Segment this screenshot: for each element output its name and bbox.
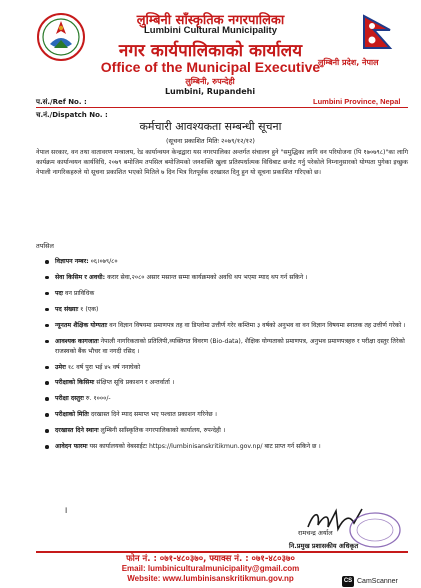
camscanner-label: CamScanner [357,577,398,585]
footer-email: Email: lumbiniculturalmunicipality@gmail.com [121,564,300,573]
office-name-np: नगर कार्यपालिकाको कार्यालय [118,41,303,61]
item-label: आवश्यक कागजातः [55,337,99,345]
item-text: लुम्बिनी सााँस्कृतिक नगरपालिकाको कार्यालय, रुपन्देही । [98,427,226,435]
province-en: Lumbini Province, Nepal [313,97,401,106]
list-item [44,337,406,356]
item-text: रु. १०००/- [83,395,111,403]
list-item [44,410,406,420]
office-name-en: Office of the Municipal Executive [100,59,321,75]
municipality-name-np: लुम्बिनी साँस्कृतिक नगरपालिका [136,13,285,28]
province-np: लुम्बिनी प्रदेश, नेपाल [318,58,379,67]
item-text: १ (एक) [78,305,99,313]
notice-published-date: (सूचना प्रकाशित मितिः २०७९/१२/१२) [166,137,255,145]
item-label: परीक्षा दस्तुरः [55,395,84,403]
municipality-name-en: Lumbini Cultural Municipality [144,25,277,36]
item-label: न्यूनतम शैक्षिक योग्यताः [55,321,108,329]
item-label: पद संख्याः [55,305,79,313]
list-item [44,442,406,452]
item-label: सेवा किसिम र अवधी: [55,273,106,281]
item-text: करार सेवा,२०८० असार मसान्त सम्मा कार्यक्रमको अवधि थप भएमा म्याद थप गर्न सकिने । [105,273,308,281]
list-item [44,426,406,436]
notice-paragraph: नेपाल सरकार, वन तथा वातावरण मन्त्रालय, रेड कार्यान्वयन केन्द्रद्वारा यस नगरपालिका अन्तर्गत संचालन हुने "समुद्धिका लागि वन परियोजना (पि १७०७९८)"का लागि कार्यक्रम कार्यान्वयन कार्यविधि, २०७९ बमोजिम तपसिल बमोजिमको जनशक्ति खुला प्रतिस्पर्धात्मक विधिबाट छनोट गर्नु परेकोले निम्नानुसारको योग्यता पुगेका इच्छुक नेपाली नागरिकहरुले यो सूचना प्रकाशित भएको मितिले ७ दिन भित्र रितपूर्वक दरखास्त दिनु हुन यो सूचना प्रकाशित गरिएको छ। [36,149,408,177]
item-text: संक्षिप्त सूचि प्रकाशन र अन्तर्वार्ता । [94,379,175,387]
dispatch-no-label: च.नं./Dispatch No. : [36,111,108,119]
camscanner-watermark [342,575,398,587]
location-np: लुम्बिनी, रुपन्देही [185,77,235,86]
list-item [44,289,406,299]
item-label: आवेदन फारमः [55,443,88,451]
details-list [44,257,406,458]
item-label: पदः [55,289,64,297]
item-text: दरखास्त दिने म्याद समाप्त भए पश्चात प्रकाशन गरिनेछ । [88,411,217,419]
details-label: तपसिल [36,242,54,250]
location-en: Lumbini, Rupandehi [164,87,256,96]
ref-no-label: प.सं./Ref No. : [36,98,87,106]
footer-website: Website: www.lumbinisanskritikmun.gov.np [127,574,294,583]
item-text: १८ वर्ष पुरा भई ४५ वर्ष ननाघेको [65,363,141,371]
item-label: उमेरः [55,363,66,371]
item-label: विज्ञापन नम्बर: [55,258,89,265]
footer-phone: फोन नं. : ०७१-४८०३७०, फ्याक्स नं. : ०७१-४८०३७० [126,554,295,564]
item-text: ०६।०७९/८० [88,258,118,265]
item-text: यस कार्यालयको वेबसाईटः https://lumbinisanskritikmun.gov.np/ बाट प्राप्त गर्न सकिने छ । [87,443,321,451]
item-label: परीक्षाको किसिमः [55,379,95,387]
trailing-mark: । [64,506,68,516]
item-label: दरखास्त दिने स्थानः [55,427,99,435]
notice-title: कर्मचारी आवश्यकता सम्बन्धी सूचना [139,120,282,133]
list-item [44,394,406,404]
item-text: वन प्राविधिक [63,289,95,297]
list-item [44,273,406,283]
list-item [44,321,406,331]
header-divider [36,107,408,108]
list-item [44,363,406,373]
signatory-name: रामचन्द्र अर्याल [298,529,333,537]
camscanner-logo-icon: CS [342,576,354,587]
item-text: नेपाली नागरिकताको प्रतिलिपी,व्यक्तिगत विवरण (Bio-data), शैक्षिक योग्यताको प्रमाणपत्र, अनुभव प्रमाणपत्रहरु र परीक्षा दस्तुर तिरेको राजस्वको बैंक भौचर वा नगदी रसिद । [55,337,405,355]
list-item [44,257,406,267]
list-item [44,378,406,388]
item-label: परीक्षाको मितिः [55,411,89,419]
signatory-title: नि.प्रमुख प्रशासकीय अधिकृत [289,542,359,550]
item-text: वन विज्ञान विषयमा प्रमाणपत्र तह वा डिप्लोमा उत्तीर्ण गरेर कम्तिमा ३ वर्षको अनुभव वा वन विज्ञान विषयमा स्नातक तह उत्तीर्ण गरेको । [107,321,406,329]
list-item [44,305,406,315]
